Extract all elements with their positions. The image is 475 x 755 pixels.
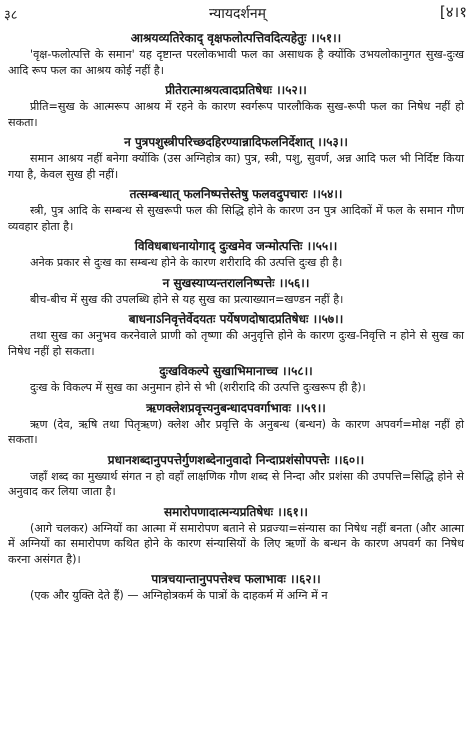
sutra-heading: पात्रचयान्तानुपपत्तेश्च फलाभावः ।।६२।। bbox=[151, 572, 321, 586]
sutra-heading: न सुखस्याप्यन्तरालनिष्पत्तेः ।।५६।। bbox=[162, 275, 310, 290]
commentary-paragraph: बीच-बीच में सुख की उपलब्धि होने से यह सुख का प्रत्याख्यान=खण्डन नहीं है। bbox=[30, 292, 344, 306]
commentary-paragraph: स्त्री, पुत्र आदि के सम्बन्ध से सुखरूपी फल की सिद्धि होने के कारण उन पुत्र आदिकों में फल के समान गौण व्यवहार होता है। bbox=[8, 204, 464, 233]
commentary-paragraph: तथा सुख का अनुभव करनेवाले प्राणी को तृष्णा की अनुवृत्ति होने के कारण दुःख-निवृत्ति न होने से सुख का निषेध नहीं हो सकता। bbox=[8, 329, 464, 358]
commentary-paragraph: ऋण (देव, ऋषि तथा पितृऋण) क्लेश और प्रवृत्ति के अनुबन्ध (बन्धन) के कारण अपवर्ग=मोक्ष नहीं हो सकता। bbox=[8, 417, 464, 446]
page-header bbox=[0, 2, 475, 24]
commentary-paragraph: अनेक प्रकार से दुःख का सम्बन्ध होने के कारण शरीरादि की उत्पत्ति दुःख ही है। bbox=[30, 256, 343, 269]
page-number: ३८ bbox=[4, 8, 18, 23]
commentary-paragraph: 'वृक्ष-फलोत्पत्ति के समान' यह दृष्टान्त परलोकभावी फल का असाधक है क्योंकि उभयलोकानुगत सुख-दुःख आदि रूप फल का आश्रय कोई नहीं है। bbox=[8, 48, 464, 77]
sutra-heading: बाधनाऽनिवृत्तेर्वेदयतः पर्येषणदोषादप्रतिषेधः ।।५७।। bbox=[128, 312, 344, 326]
sutra-heading: ऋणक्लेशप्रवृत्त्यनुबन्धादपवर्गाभावः ।।५९।। bbox=[146, 400, 326, 415]
commentary-paragraph: प्रीति=सुख के आत्मरूप आश्रय में रहने के कारण स्वर्गरूप पारलौकिक सुख-रूपी फल का निषेध नहीं हो सकता। bbox=[8, 100, 464, 129]
commentary-paragraph: दुःख के विकल्प में सुख का अनुमान होने से भी (शरीरादि की उत्पत्ति दुःखरूप ही है)। bbox=[30, 381, 366, 394]
sutra-heading: प्रधानशब्दानुपपत्तेर्गुणशब्देनानुवादो निन्दाप्रशंसोपपत्तेः ।।६०।। bbox=[107, 452, 365, 467]
sutra-heading: आश्रयव्यतिरेकाद् वृक्षफलोत्पत्तिवदित्यहेतुः ।।५१।। bbox=[130, 31, 342, 45]
sutra-heading: प्रीतेरात्माश्रयत्वादप्रतिषेधः ।।५२।। bbox=[165, 83, 307, 97]
commentary-paragraph: जहाँ शब्द का मुख्यार्थ संगत न हो वहाँ लाक्षणिक गौण शब्द से निन्दा और प्रशंसा की उपपत्ति=सिद्धि होने से अनुवाद कर लिया जाता है। bbox=[8, 469, 464, 498]
commentary-paragraph: (एक और युक्ति देते हैं) — अग्निहोत्रकर्म के पात्रों के दाहकर्म में अग्नि में न bbox=[30, 589, 328, 602]
sutra-heading: दुःखविकल्पे सुखाभिमानाच्च ।।५८।। bbox=[159, 364, 313, 378]
sutra-heading: तत्सम्बन्धात् फलनिष्पत्तेस्तेषु फलवदुपचारः ।।५४।। bbox=[129, 187, 343, 201]
commentary-paragraph: (आगे चलकर) अग्नियों का आत्मा में समारोपण बताने से प्रव्रज्या=संन्यास का निषेध नहीं बनता (और आत्मा में अग्नियों का समारोपण कथित होने के कारण संन्यासियों के लिए ऋणों के बन्धन के कारण अपवर्ग का निषेध करना असंगत है)। bbox=[8, 521, 464, 566]
sutra-heading: समारोपणादात्मन्यप्रतिषेधः ।।६१।। bbox=[164, 504, 308, 519]
sutra-heading: न पुत्रपशुस्त्रीपरिच्छदहिरण्यान्नादिफलनिर्देशात् ।।५३।। bbox=[124, 135, 348, 149]
page-body bbox=[8, 26, 464, 604]
running-title: न्यायदर्शनम् bbox=[208, 6, 267, 22]
commentary-paragraph: समान आश्रय नहीं बनेगा क्योंकि (उस अग्निहोत्र का) पुत्र, स्त्री, पशु, सुवर्ण, अन्न आदि फल भी निर्दिष्ट किया गया है, केवल सुख ही नहीं। bbox=[8, 152, 464, 181]
chapter-reference: [४।१ bbox=[439, 3, 467, 21]
sutra-heading: विविधबाधनायोगाद् दुःखमेव जन्मोत्पत्तिः ।।५५।। bbox=[134, 239, 338, 253]
